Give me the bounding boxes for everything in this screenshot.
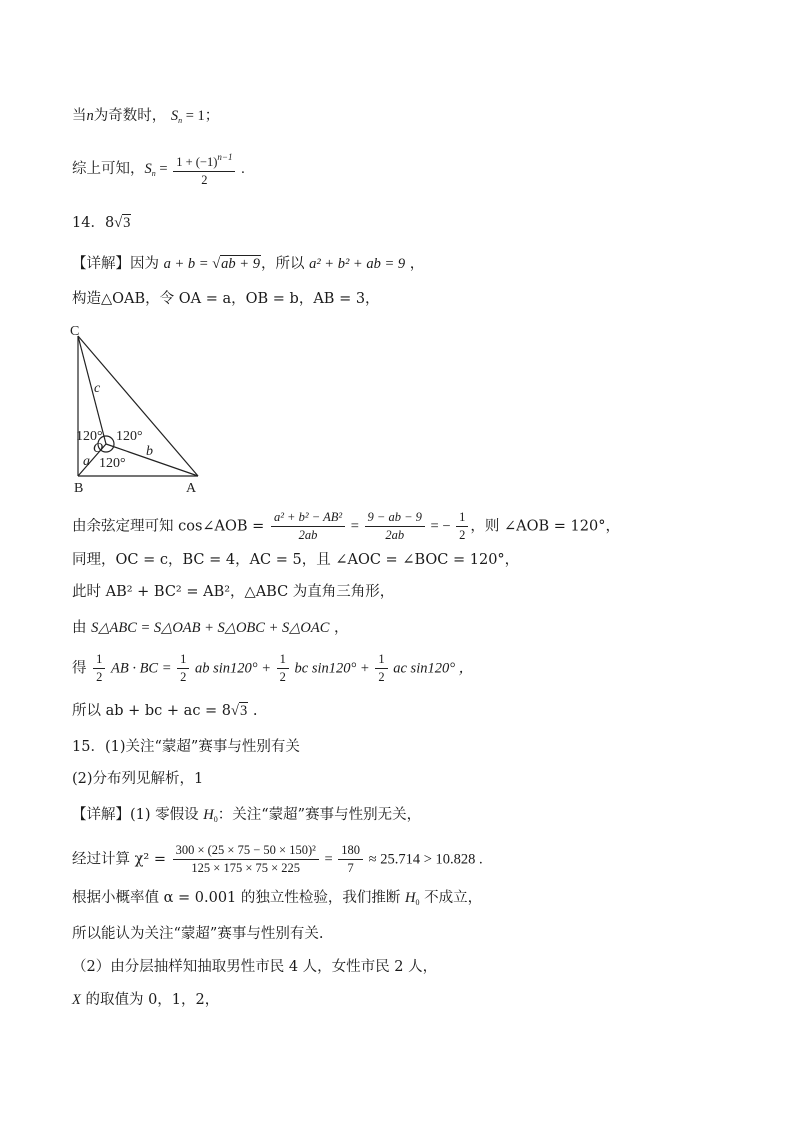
line-6: 由余弦定理可知 cos∠AOB = $\frac{\text{a² + b² − AB²}}{2ab}$ = $\frac{9 - ab - 9}{2ab}$ = − $\frac{1}{2}$ ，则 ∠AOB = 120°， bbox=[72, 510, 620, 542]
triangle-figure bbox=[66, 320, 216, 495]
label-c-side: c bbox=[94, 381, 101, 396]
answer-15-1: 15．(1)关注“蒙超”赛事与性别有关 bbox=[72, 739, 300, 755]
label-b-side: b bbox=[146, 444, 153, 459]
fraction: $\frac{1 + (-1)^{n-1}}{2}$ bbox=[173, 150, 235, 188]
line-18: （2）由分层抽样知抽取男性市民 4 人，女性市民 2 人， bbox=[72, 959, 438, 975]
angle-right-label: 120° bbox=[116, 429, 143, 444]
line-1: 当n为奇数时， $S_n = 1$； bbox=[72, 108, 220, 125]
label-a-vertex: A bbox=[186, 481, 197, 495]
line-10: 得 $\frac{1}{2}$ AB · BC = $\frac{1}{2}$ ab sin120° + $\frac{1}{2}$ bc sin120° + $\frac{1}{2}$ ac sin120° ， bbox=[72, 652, 474, 684]
label-a-side: a bbox=[83, 454, 90, 469]
line-8: 此时 AB² + BC² = AB²，△ABC 为直角三角形， bbox=[72, 584, 395, 600]
line-17: 所以能认为关注“蒙超”赛事与性别有关. bbox=[72, 926, 324, 942]
line-19: X 的取值为 0，1，2， bbox=[72, 992, 220, 1008]
line-15: 经过计算 χ² = $\frac{\text{300 × (25 × 75 − 50 × 150)²}}{125 \times 175 \times 75 \times 225}$ = $\frac{180}{7}$ ≈ 25.714 > 10.828 . bbox=[72, 843, 483, 875]
angle-bottom-label: 120° bbox=[99, 456, 126, 471]
line-16: 根据小概率值 α = 0.001 的独立性检验，我们推断 $H_0$ 不成立， bbox=[72, 890, 483, 907]
label-o: O bbox=[93, 441, 104, 456]
line-7: 同理，OC = c，BC = 4，AC = 5，且 ∠AOC = ∠BOC = 120°， bbox=[72, 552, 520, 568]
line-9: 由 S△ABC = S△OAB + S△OBC + S△OAC ， bbox=[72, 620, 349, 636]
line-11: 所以 ab + bc + ac = 8√3 . bbox=[72, 703, 258, 719]
angle-left-label: 120° bbox=[76, 429, 103, 444]
line-4: 【详解】因为 a + b = √ab + 9，所以 a² + b² + ab = 9 ， bbox=[72, 256, 425, 272]
line-2: 综上可知，$S_n$ = $\frac{1 + (-1)^{n-1}}{2}$ . bbox=[72, 152, 245, 187]
answer-14: 14．8√3 bbox=[72, 215, 131, 231]
label-b-vertex: B bbox=[74, 481, 84, 495]
label-c-vertex: C bbox=[70, 324, 80, 339]
answer-15-2: (2)分布列见解析，1 bbox=[72, 771, 204, 787]
line-5: 构造△OAB，令 OA = a，OB = b，AB = 3， bbox=[72, 291, 380, 307]
line-14: 【详解】(1) 零假设 $H_0$：关注“蒙超”赛事与性别无关， bbox=[72, 807, 422, 824]
